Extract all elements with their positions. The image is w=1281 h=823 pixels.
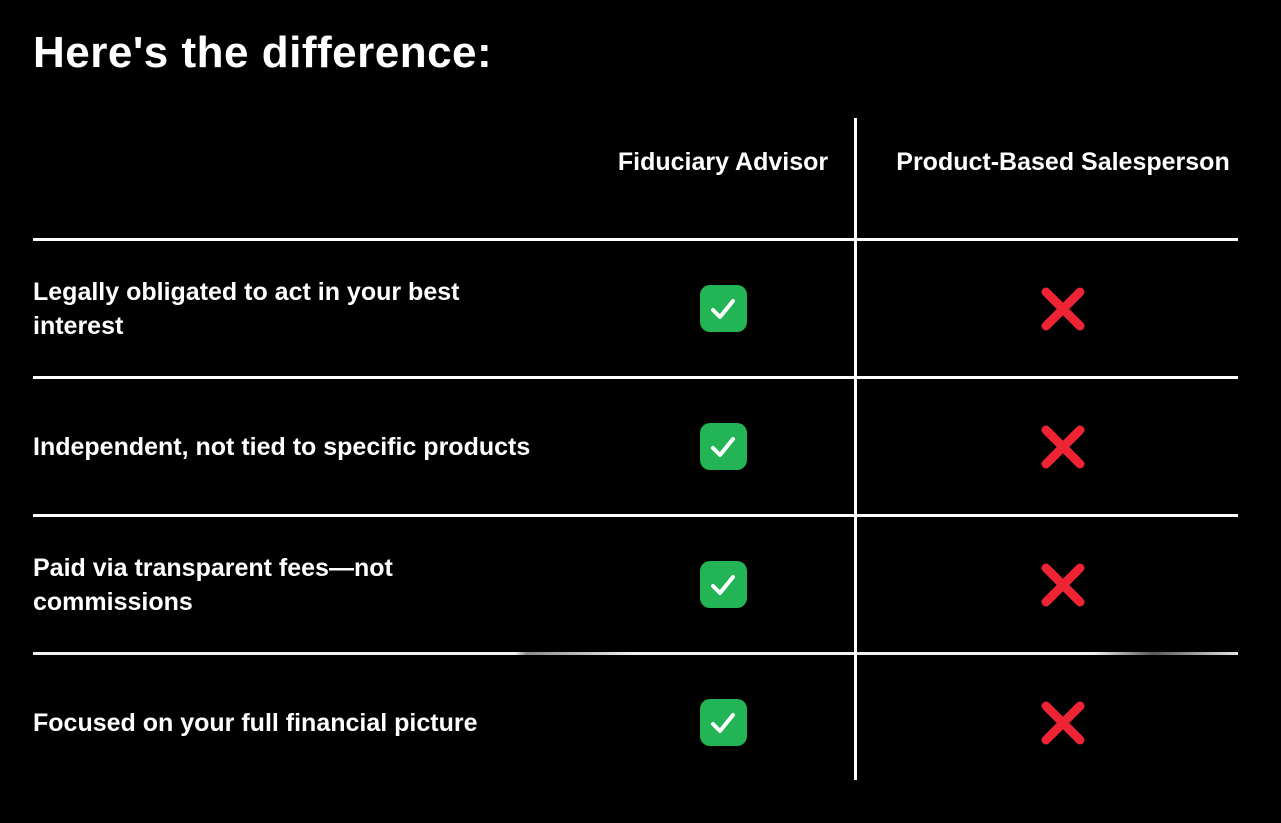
column-header-feature [33, 130, 553, 146]
column-header-salesperson: Product-Based Salesperson [896, 148, 1230, 176]
table-header-row [33, 130, 1238, 238]
row-label: Legally obligated to act in your best interest [33, 277, 460, 340]
check-icon [700, 285, 747, 332]
check-icon [700, 561, 747, 608]
cross-icon [1038, 560, 1088, 610]
vertical-column-divider [854, 118, 857, 780]
cell-fiduciary [553, 285, 893, 332]
cross-icon [1038, 698, 1088, 748]
cell-salesperson [893, 422, 1233, 472]
cell-salesperson [893, 560, 1233, 610]
check-icon [700, 423, 747, 470]
cross-icon [1038, 284, 1088, 334]
table-row [33, 379, 1238, 514]
row-label: Independent, not tied to specific products [33, 432, 531, 461]
cell-salesperson [893, 698, 1233, 748]
cross-icon [1038, 422, 1088, 472]
cell-fiduciary [553, 423, 893, 470]
cell-fiduciary [553, 699, 893, 746]
table-row [33, 241, 1238, 376]
table-row [33, 517, 1238, 652]
column-header-fiduciary: Fiduciary Advisor [617, 148, 829, 176]
page-title: Here's the difference: [33, 28, 493, 77]
check-icon [700, 699, 747, 746]
row-label: Focused on your full financial picture [33, 708, 478, 737]
cell-fiduciary [553, 561, 893, 608]
table-row [33, 655, 1238, 790]
cell-salesperson [893, 284, 1233, 334]
comparison-table [33, 130, 1238, 790]
row-label: Paid via transparent fees—not commissions [33, 553, 393, 616]
